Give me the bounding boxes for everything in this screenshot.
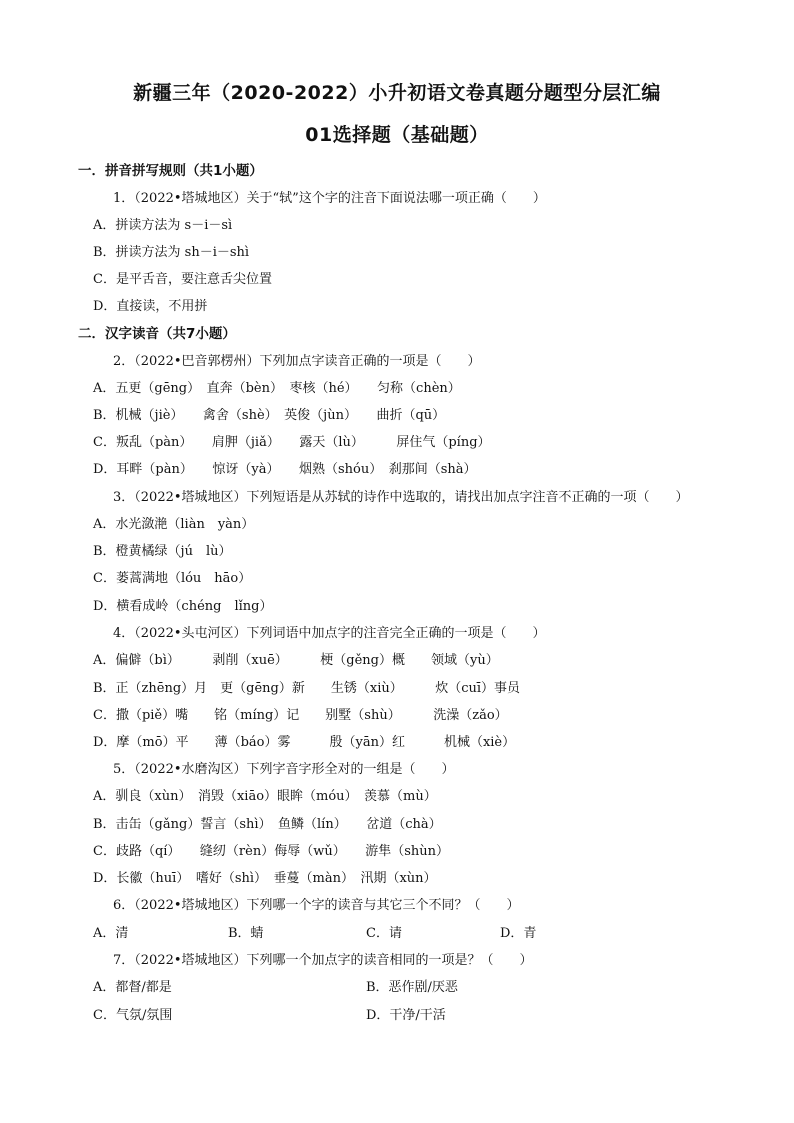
option-line: D．横看成岭（chéng lǐng）: [93, 599, 273, 614]
option-line: D．耳畔（pàn） 惊讶（yà） 烟熟（shóu） 刹那间（shà）: [93, 462, 477, 477]
question-stem: 5．（2022•水磨沟区）下列字音字形全对的一组是（ ）: [113, 762, 455, 777]
page-title: 新疆三年（2020-2022）小升初语文卷真题分题型分层汇编: [133, 82, 661, 104]
option-line: A．偏僻（bì） 剥削（xuē） 梗（gěng）概 领域（yù）: [93, 653, 499, 668]
option-line: B．橙黄橘绿（jú lù）: [93, 544, 232, 559]
question-stem: 3．（2022•塔城地区）下列短语是从苏轼的诗作中选取的，请找出加点字注音不正确的一项（ ）: [113, 490, 689, 505]
option-cell: A．都督/都是: [93, 980, 172, 995]
question-stem: 6．（2022•塔城地区）下列哪一个字的读音与其它三个不同？（ ）: [113, 898, 520, 913]
section-heading: 一．拼音拼写规则（共1小题）: [78, 163, 263, 179]
option-cell: B．恶作剧/厌恶: [366, 980, 458, 995]
option-cell: B．蜻: [228, 926, 264, 941]
option-line: B．拼读方法为 sh－i－shì: [93, 245, 250, 260]
option-line: C．歧路（qí） 缝纫（rèn）侮辱（wǔ） 游隼（shùn）: [93, 844, 449, 859]
option-cell: C．请: [366, 926, 402, 941]
option-line: A．水光潋滟（liàn yàn）: [93, 517, 255, 532]
page-subtitle: 01选择题（基础题）: [305, 124, 489, 146]
option-cell: D．青: [500, 926, 537, 941]
question-stem: 2．（2022•巴音郭楞州）下列加点字读音正确的一项是（ ）: [113, 354, 481, 369]
option-line: D．摩（mō）平 薄（báo）雾 殷（yān）红 机械（xiè）: [93, 735, 516, 750]
option-line: A．驯良（xùn） 消毁（xiāo）眼眸（móu） 羡慕（mù）: [93, 789, 437, 804]
option-line: C．是平舌音，要注意舌尖位置: [93, 272, 272, 287]
option-line: A．拼读方法为 s－i－sì: [93, 218, 233, 233]
option-line: C．蒌蒿满地（lóu hāo）: [93, 571, 252, 586]
option-line: C．撒（piě）嘴 铭（míng）记 别墅（shù） 洗澡（zǎo）: [93, 708, 508, 723]
option-line: D．直接读，不用拼: [93, 299, 208, 314]
option-line: B．击缶（gǎng）誓言（shì） 鱼鳞（lín） 岔道（chà）: [93, 817, 442, 832]
question-stem: 4．（2022•头屯河区）下列词语中加点字的注音完全正确的一项是（ ）: [113, 626, 546, 641]
question-stem: 1．（2022•塔城地区）关于“轼”这个字的注音下面说法哪一项正确（ ）: [113, 191, 546, 206]
option-line: A．五更（gēng） 直奔（bèn） 枣核（hé） 匀称（chèn）: [93, 381, 461, 396]
section-heading: 二．汉字读音（共7小题）: [78, 326, 236, 342]
option-cell: C．气氛/氛围: [93, 1008, 173, 1023]
option-cell: D．干净/干活: [366, 1008, 446, 1023]
option-cell: A．清: [93, 926, 129, 941]
option-line: B．机械（jiè） 禽舍（shè） 英俊（jùn） 曲折（qū）: [93, 408, 446, 423]
option-line: B．正（zhēng）月 更（gēng）新 生锈（xiù） 炊（cuī）事员: [93, 681, 521, 696]
option-line: D．长徽（huī） 嗜好（shì） 垂蔓（màn） 汛期（xùn）: [93, 871, 437, 886]
question-stem: 7．（2022•塔城地区）下列哪一个加点字的读音相同的一项是？（ ）: [113, 953, 533, 968]
option-line: C．叛乱（pàn） 肩胛（jiǎ） 露天（lù） 屏住气（píng）: [93, 435, 491, 450]
